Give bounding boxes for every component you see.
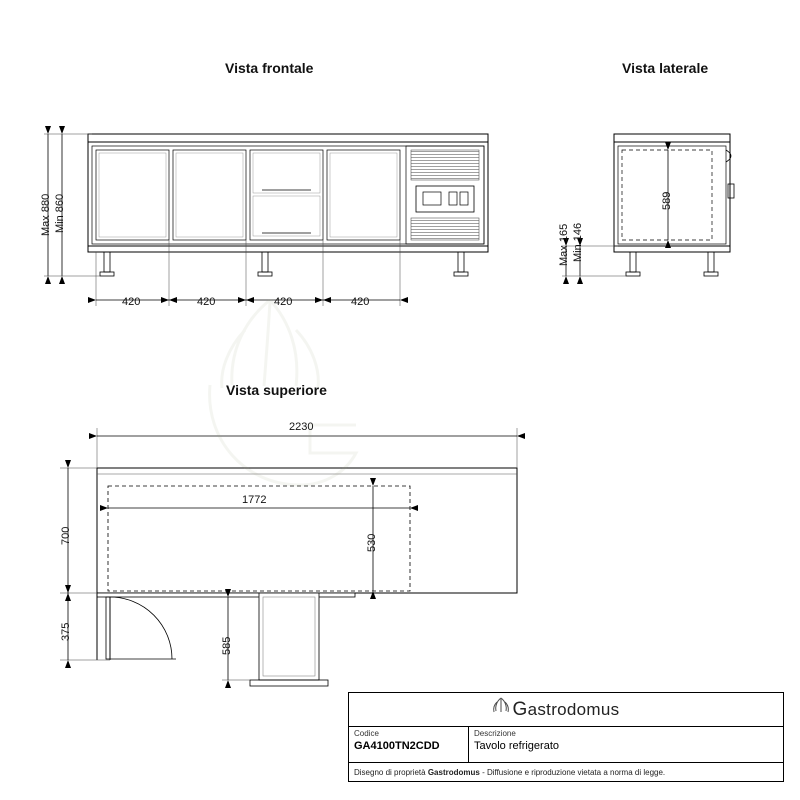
dim-side-feet-min: Min 146 xyxy=(572,222,584,262)
dim-top-inner-width: 1772 xyxy=(242,494,267,506)
front-view-drawing xyxy=(44,134,488,306)
dim-front-height-min: Min 860 xyxy=(54,193,66,233)
dim-top-depth: 700 xyxy=(60,526,72,545)
dim-side-inner-height: 589 xyxy=(661,191,673,210)
leaf-logo-icon xyxy=(488,695,514,721)
top-view-drawing xyxy=(60,428,517,686)
dim-front-height-max: Max 880 xyxy=(40,193,52,236)
title-block xyxy=(348,692,784,782)
dim-top-door-swing: 585 xyxy=(221,636,233,655)
code-value: GA4100TN2CDD xyxy=(354,740,440,752)
brand-rest: astrodomus xyxy=(527,700,620,719)
description-cell xyxy=(469,727,783,762)
copyright-suffix: - Diffusione e riproduzione vietata a norma di legge. xyxy=(479,768,666,777)
dim-top-inner-depth: 530 xyxy=(366,533,378,552)
description-value: Tavolo refrigerato xyxy=(474,740,559,752)
title-block-fields xyxy=(349,727,783,763)
brand-name xyxy=(513,699,620,721)
top-view-title: Vista superiore xyxy=(226,382,327,398)
dim-front-module-3: 420 xyxy=(274,296,293,308)
side-view-title: Vista laterale xyxy=(622,60,709,76)
copyright-brand: Gastrodomus xyxy=(427,768,480,777)
front-view-title: Vista frontale xyxy=(225,60,314,76)
code-caption: Codice xyxy=(354,729,379,738)
copyright-prefix: Disegno di proprietà xyxy=(354,768,428,777)
dim-top-front-clearance: 375 xyxy=(60,622,72,641)
dim-side-feet-max: Max 165 xyxy=(558,223,570,266)
code-cell xyxy=(349,727,469,762)
dim-front-module-4: 420 xyxy=(351,296,370,308)
title-block-logo-row xyxy=(349,693,783,727)
dim-front-module-2: 420 xyxy=(197,296,216,308)
description-caption: Descrizione xyxy=(474,729,516,738)
brand-initial: G xyxy=(512,699,528,720)
dim-top-width: 2230 xyxy=(289,421,314,433)
dim-front-module-1: 420 xyxy=(122,296,141,308)
side-view-drawing xyxy=(562,134,734,276)
copyright-notice xyxy=(349,763,783,778)
